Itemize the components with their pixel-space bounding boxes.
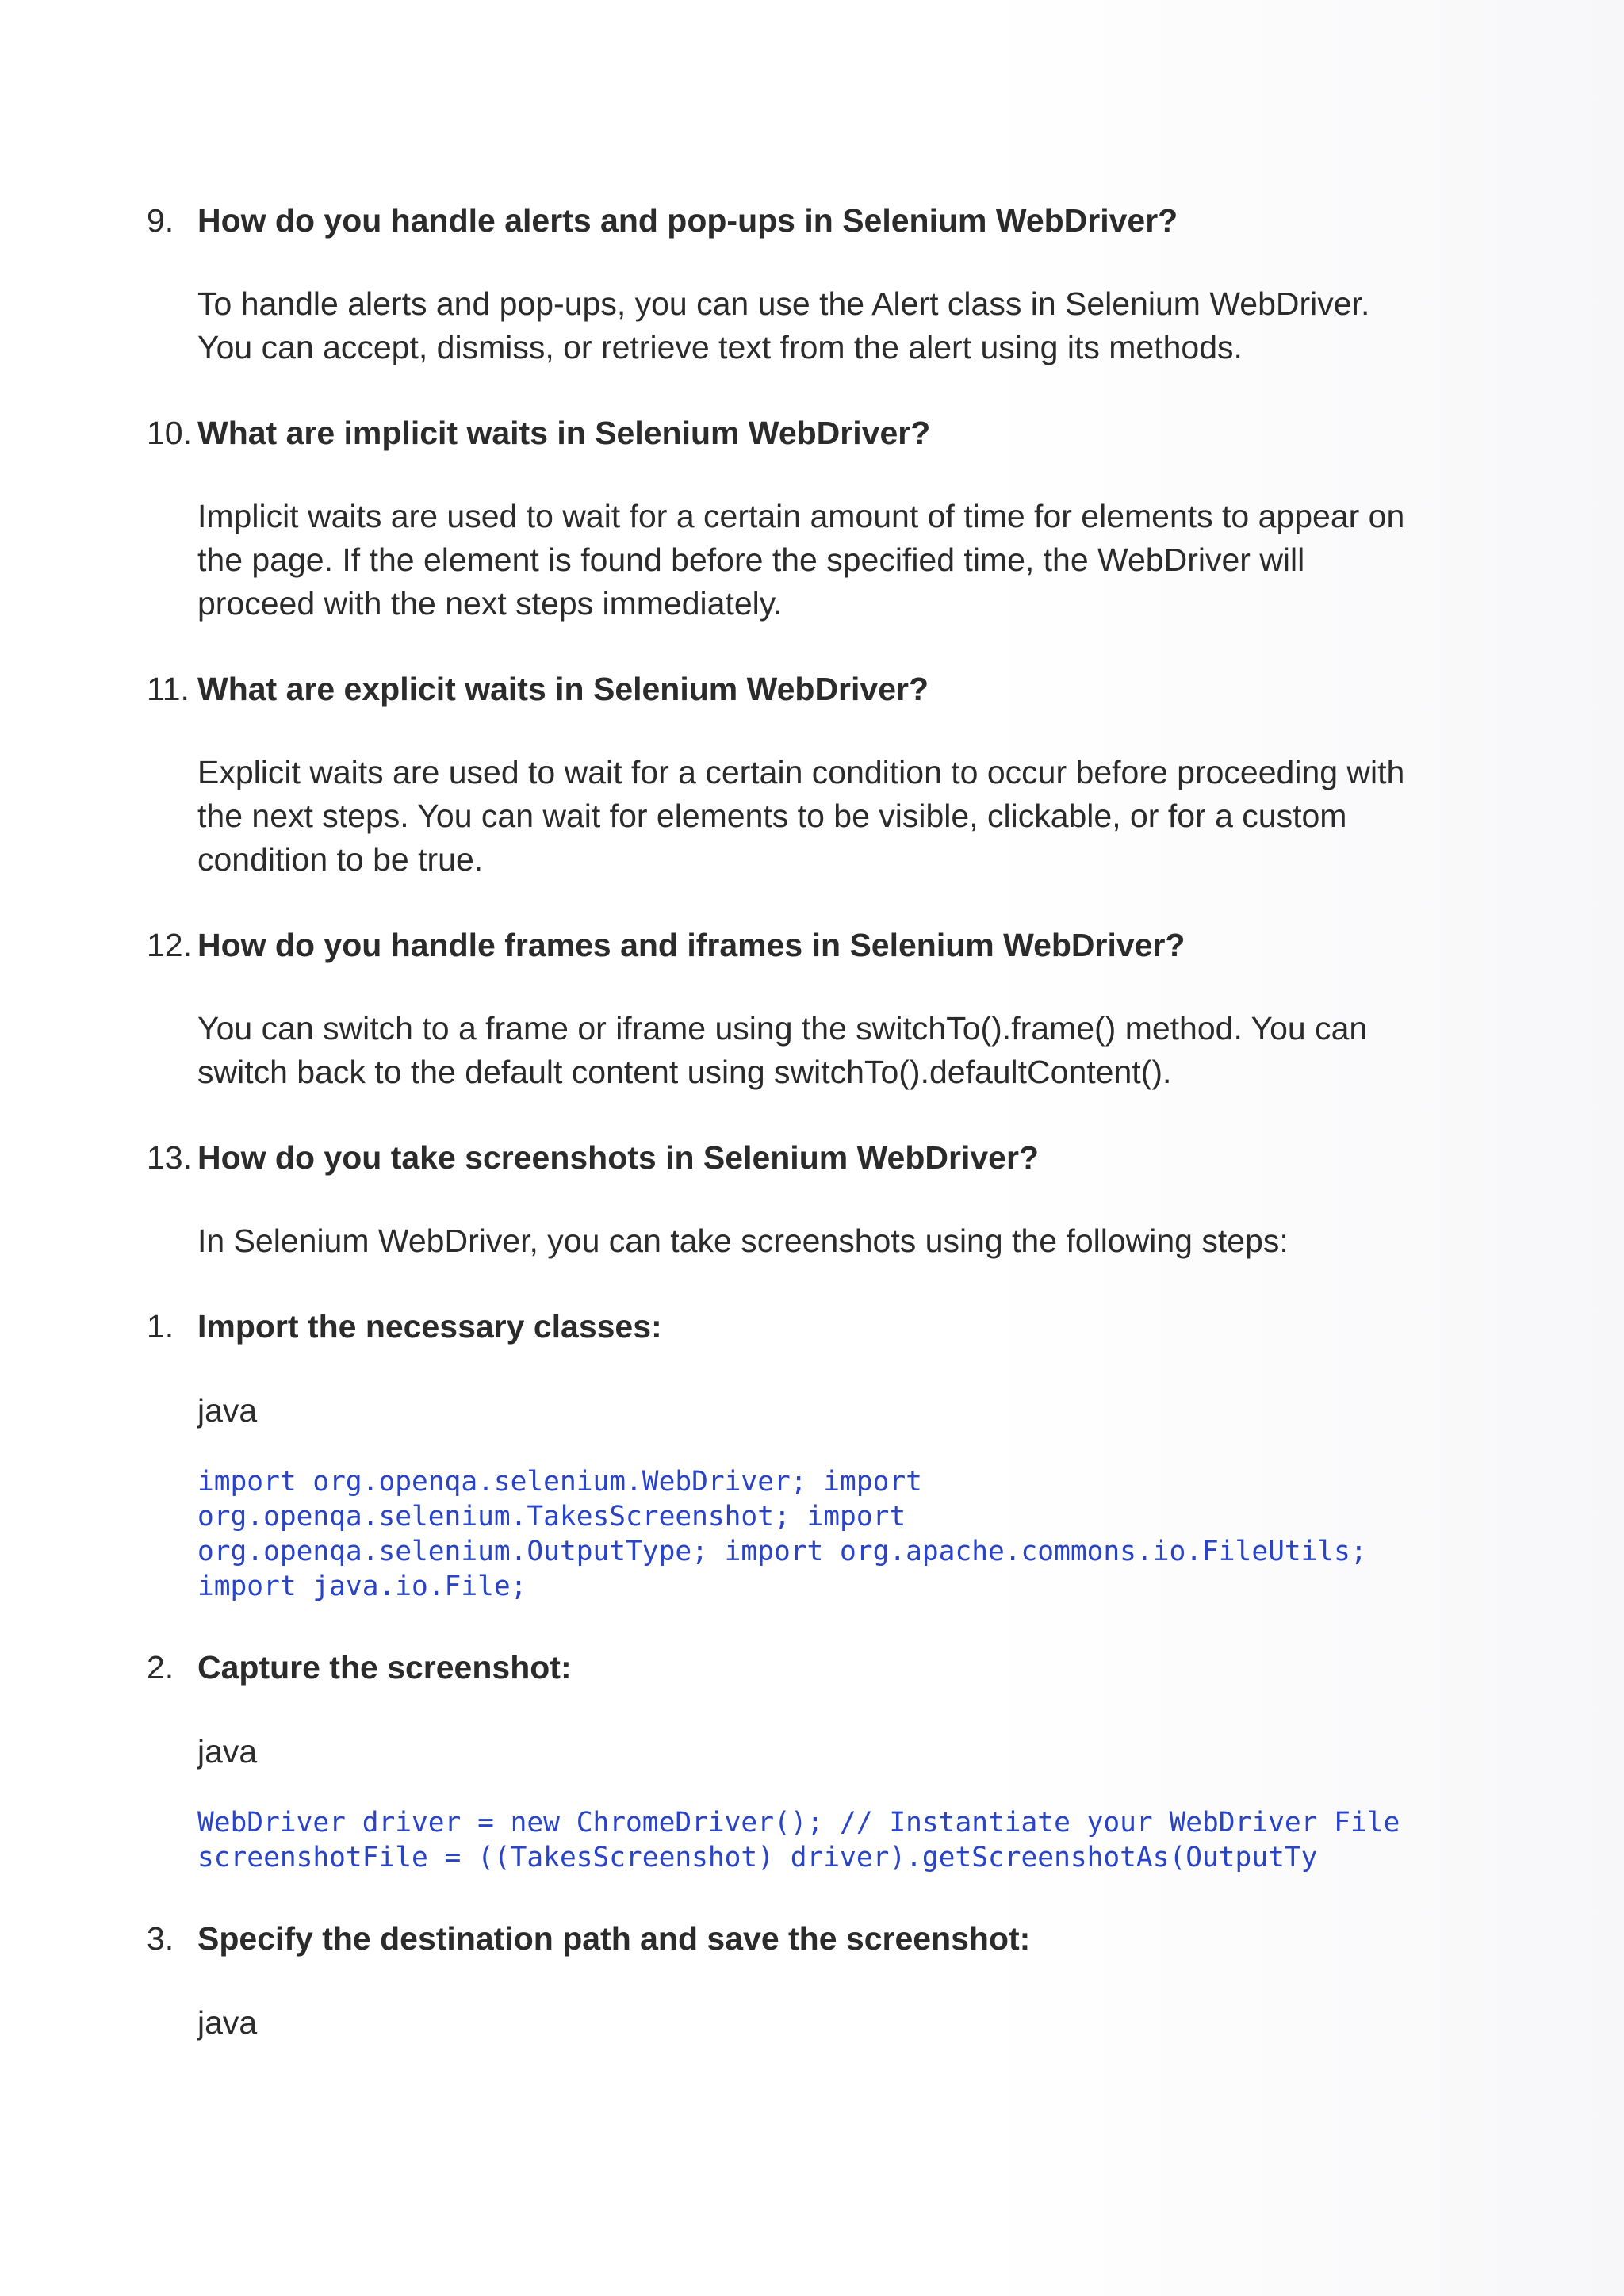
question-title: What are explicit waits in Selenium WebDriver? (197, 671, 929, 707)
step-title: Specify the destination path and save the screenshot: (197, 1920, 1031, 1957)
code-line: screenshotFile = ((TakesScreenshot) driver).getScreenshotAs(OutputTy (197, 1842, 1318, 1873)
answer-line: the page. If the element is found before the specified time, the WebDriver will (197, 541, 1305, 578)
question-9 (147, 198, 1447, 369)
question-number: 11. (147, 671, 190, 707)
question-number: 12. (147, 927, 192, 963)
code-language-label: java (197, 1392, 258, 1429)
code-block (197, 1464, 1447, 1604)
answer-text (197, 751, 1447, 882)
answer-text (197, 1219, 1447, 1263)
step-title: Capture the screenshot: (197, 1649, 572, 1686)
answer-line: switch back to the default content using switchTo().defaultContent(). (197, 1054, 1172, 1090)
step-number: 3. (147, 1920, 174, 1957)
question-number: 10. (147, 415, 192, 451)
code-block (197, 1805, 1447, 1875)
question-10 (147, 411, 1447, 626)
code-line: WebDriver driver = new ChromeDriver(); // Instantiate your WebDriver File (197, 1807, 1400, 1839)
answer-line: In Selenium WebDriver, you can take screenshots using the following steps: (197, 1223, 1289, 1259)
step-2 (147, 1645, 1447, 1875)
code-line: org.openqa.selenium.TakesScreenshot; import (197, 1501, 906, 1533)
code-language-label: java (197, 2004, 258, 2041)
answer-line: the next steps. You can wait for elements to be visible, clickable, or for a custom (197, 798, 1347, 834)
answer-line: To handle alerts and pop-ups, you can use the Alert class in Selenium WebDriver. (197, 285, 1370, 322)
question-12 (147, 923, 1447, 1094)
step-number: 2. (147, 1649, 174, 1686)
code-line: org.openqa.selenium.OutputType; import org.apache.commons.io.FileUtils; (197, 1536, 1367, 1567)
answer-line: Implicit waits are used to wait for a certain amount of time for elements to appear on (197, 498, 1405, 534)
answer-line: condition to be true. (197, 841, 484, 878)
code-line: import java.io.File; (197, 1571, 527, 1602)
step-3 (147, 1916, 1447, 2045)
question-13 (147, 1135, 1447, 1263)
question-11 (147, 667, 1447, 882)
question-title: How do you take screenshots in Selenium WebDriver? (197, 1139, 1039, 1176)
question-number: 9. (147, 202, 174, 239)
question-title: How do you handle alerts and pop-ups in Selenium WebDriver? (197, 202, 1178, 239)
answer-line: You can accept, dismiss, or retrieve text from the alert using its methods. (197, 329, 1243, 365)
step-title: Import the necessary classes: (197, 1308, 662, 1345)
answer-text (197, 282, 1447, 369)
answer-line: proceed with the next steps immediately. (197, 585, 783, 622)
answer-text (197, 1007, 1447, 1094)
document-content (147, 198, 1447, 2086)
code-language-label: java (197, 1733, 258, 1770)
question-title: How do you handle frames and iframes in Selenium WebDriver? (197, 927, 1185, 963)
question-title: What are implicit waits in Selenium WebDriver? (197, 415, 931, 451)
question-number: 13. (147, 1139, 192, 1176)
step-1 (147, 1304, 1447, 1604)
answer-text (197, 495, 1447, 626)
step-number: 1. (147, 1308, 174, 1345)
code-line: import org.openqa.selenium.WebDriver; import (197, 1466, 922, 1498)
answer-line: You can switch to a frame or iframe using the switchTo().frame() method. You can (197, 1010, 1368, 1047)
answer-line: Explicit waits are used to wait for a certain condition to occur before proceeding with (197, 754, 1405, 790)
